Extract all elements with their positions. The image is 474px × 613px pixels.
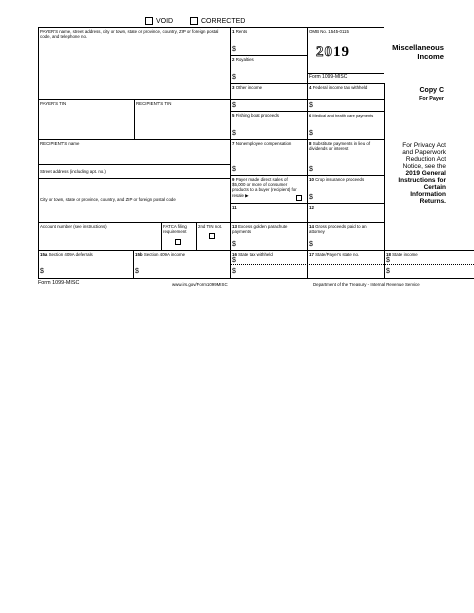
box6-text: Medical and health care payments	[312, 113, 374, 118]
box15a-dollar[interactable]: $	[40, 268, 44, 275]
box2-label	[232, 57, 254, 62]
box9-number: 9	[232, 177, 235, 182]
form-name-text: Form 1099-MISC	[309, 74, 348, 80]
col-line-134	[134, 99, 135, 139]
box1-text: Rents	[235, 29, 248, 34]
box15b-dollar[interactable]: $	[135, 268, 139, 275]
box18-label	[386, 252, 418, 257]
second-tin-checkbox[interactable]	[209, 233, 215, 239]
box9-checkbox[interactable]	[296, 195, 302, 201]
box7-dollar[interactable]: $	[232, 166, 236, 173]
box16-dollar-2[interactable]: $	[232, 268, 236, 275]
tax-year	[316, 44, 350, 61]
col-line-196	[196, 222, 197, 250]
box11-bottom	[230, 222, 384, 223]
recip-name-line	[38, 164, 230, 165]
box7-number: 7	[232, 141, 235, 146]
box6-number: 6	[309, 113, 312, 118]
box15b-label	[135, 252, 185, 257]
box2-bottom	[230, 83, 384, 84]
payer-block-label: PAYER'S name, street address, city or town, state or province, country, ZIP or foreign postal code, and telephone no.	[40, 29, 219, 40]
box15b-number: 15b	[135, 252, 143, 257]
box15a-label	[40, 252, 93, 257]
notice-line5: 2019 General	[405, 170, 446, 177]
notice-line9: Returns.	[419, 198, 446, 205]
notice-line2: and Paperwork	[402, 149, 446, 156]
street-address-label: Street address (including apt. no.)	[40, 169, 106, 174]
box10-number: 10	[309, 177, 314, 182]
box16-text: State tax withheld	[238, 252, 273, 257]
recipient-tin-label: RECIPIENT'S TIN	[136, 101, 172, 106]
box1-label	[232, 29, 247, 34]
box8-number: 8	[309, 141, 312, 146]
box16-number: 16	[232, 252, 237, 257]
box9-label	[232, 177, 298, 198]
box14-number: 14	[309, 224, 314, 229]
box9-text: Payer made direct sales of $5,000 or more of consumer products to a buyer (recipient) for resale ▶	[232, 177, 297, 198]
box7-bottom	[230, 175, 384, 176]
box3-label	[232, 85, 262, 90]
col-line-133b	[133, 250, 134, 278]
notice-line4: Notice, see the	[402, 163, 446, 170]
notice-line1: For Privacy Act	[402, 142, 446, 149]
notice-line6: Instructions for	[398, 177, 446, 184]
row-line-3-left	[38, 222, 232, 223]
box4-text: Federal income tax withheld	[312, 85, 368, 90]
void-checkbox[interactable]	[145, 17, 153, 25]
box5-number: 5	[232, 113, 235, 118]
box15a-text: Section 409A deferrals	[48, 252, 93, 257]
form-name	[309, 75, 347, 80]
box16-dollar-1[interactable]: $	[232, 257, 236, 264]
copy-label: Copy C	[419, 87, 444, 94]
notice-line3: Reduction Act	[405, 156, 446, 163]
corrected-label: CORRECTED	[201, 18, 246, 25]
box6-label	[309, 113, 373, 118]
box5-dollar[interactable]: $	[232, 130, 236, 137]
box8-text: Substitute payments in lieu of dividends or interest	[309, 141, 371, 152]
box5-label	[232, 113, 279, 118]
fatca-checkbox[interactable]	[175, 239, 181, 245]
box3-number: 3	[232, 85, 235, 90]
box2-text: Royalties	[235, 57, 254, 62]
box13-number: 13	[232, 224, 237, 229]
box4-dollar[interactable]: $	[309, 102, 313, 109]
box2-dollar[interactable]: $	[232, 74, 236, 81]
box10-text: Crop insurance proceeds	[315, 177, 365, 182]
recipient-name-label: RECIPIENT'S name	[40, 141, 80, 146]
payer-tin-label: PAYER'S TIN	[40, 101, 67, 106]
col-line-307	[307, 27, 308, 278]
box4-number: 4	[309, 85, 312, 90]
account-number-label: Account number (see instructions)	[40, 224, 107, 229]
box14-label	[309, 224, 381, 234]
box3-dollar[interactable]: $	[232, 102, 236, 109]
row-line-4	[38, 250, 474, 251]
box18-text: State income	[392, 252, 418, 257]
footer-url: www.irs.gov/Form1099MISC	[172, 282, 228, 287]
box13-text: Excess golden parachute payments	[232, 224, 288, 235]
footer-form-name: Form 1099-MISC	[38, 280, 80, 286]
void-label: VOID	[156, 18, 174, 25]
box1-dollar[interactable]: $	[232, 46, 236, 53]
box7-text: Nonemployee compensation	[235, 141, 292, 146]
box18-dollar-1[interactable]: $	[386, 257, 390, 264]
box18-number: 18	[386, 252, 391, 257]
title-line1: Miscellaneous	[392, 43, 444, 52]
row-line-1	[38, 99, 384, 100]
copy-for-label: For Payer	[419, 96, 444, 102]
box7-label	[232, 141, 291, 146]
street-line	[38, 178, 230, 179]
box8-dollar[interactable]: $	[309, 166, 313, 173]
box1-number: 1	[232, 29, 235, 34]
privacy-notice	[385, 142, 446, 205]
box13-dollar[interactable]: $	[232, 241, 236, 248]
frame-bottom	[38, 278, 474, 279]
box14-dollar[interactable]: $	[309, 241, 313, 248]
year-suffix: 19	[333, 44, 350, 60]
footer-dept: Department of the Treasury - Internal Revenue Service	[313, 282, 420, 287]
box2-number: 2	[232, 57, 235, 62]
box13-label	[232, 224, 304, 234]
box16-label	[232, 252, 273, 257]
second-tin-label: 2nd TIN not.	[198, 224, 223, 229]
col-line-230	[230, 27, 231, 278]
corrected-checkbox[interactable]	[190, 17, 198, 25]
box12-number: 12	[309, 205, 314, 210]
title-line2: Income	[417, 52, 444, 61]
box17-label	[309, 252, 359, 257]
box17-number: 17	[309, 252, 314, 257]
box5-text: Fishing boat proceeds	[235, 113, 279, 118]
box6-dollar[interactable]: $	[309, 130, 313, 137]
box3-text: Other income	[235, 85, 263, 90]
box15b-text: Section 409A income	[143, 252, 186, 257]
fatca-label: FATCA filing requirement	[163, 224, 187, 235]
box11-number: 11	[232, 205, 237, 210]
form-title	[384, 43, 444, 61]
city-line-label: City or town, state or province, country, and ZIP or foreign postal code	[40, 197, 176, 202]
box15a-number: 15a	[40, 252, 48, 257]
box5-bottom	[230, 139, 384, 140]
box3-bottom	[230, 111, 384, 112]
box18-dollar-2[interactable]: $	[386, 268, 390, 275]
col-line-161	[161, 222, 162, 250]
notice-line8: Information	[410, 191, 446, 198]
box10-label	[309, 177, 364, 182]
notice-line7: Certain	[423, 184, 446, 191]
year-prefix: 20	[316, 44, 333, 60]
frame-left	[38, 27, 39, 278]
box14-text: Gross proceeds paid to an attorney	[309, 224, 367, 235]
state-dotted-line	[230, 264, 474, 265]
box9-bottom	[230, 203, 384, 204]
box8-label	[309, 141, 383, 151]
box1-bottom	[230, 55, 307, 56]
box17-text: State/Payer's state no.	[315, 252, 360, 257]
omb-number: OMB No. 1545-0115	[309, 29, 349, 34]
frame-top	[38, 27, 384, 28]
box10-dollar[interactable]: $	[309, 194, 313, 201]
box4-label	[309, 85, 367, 90]
